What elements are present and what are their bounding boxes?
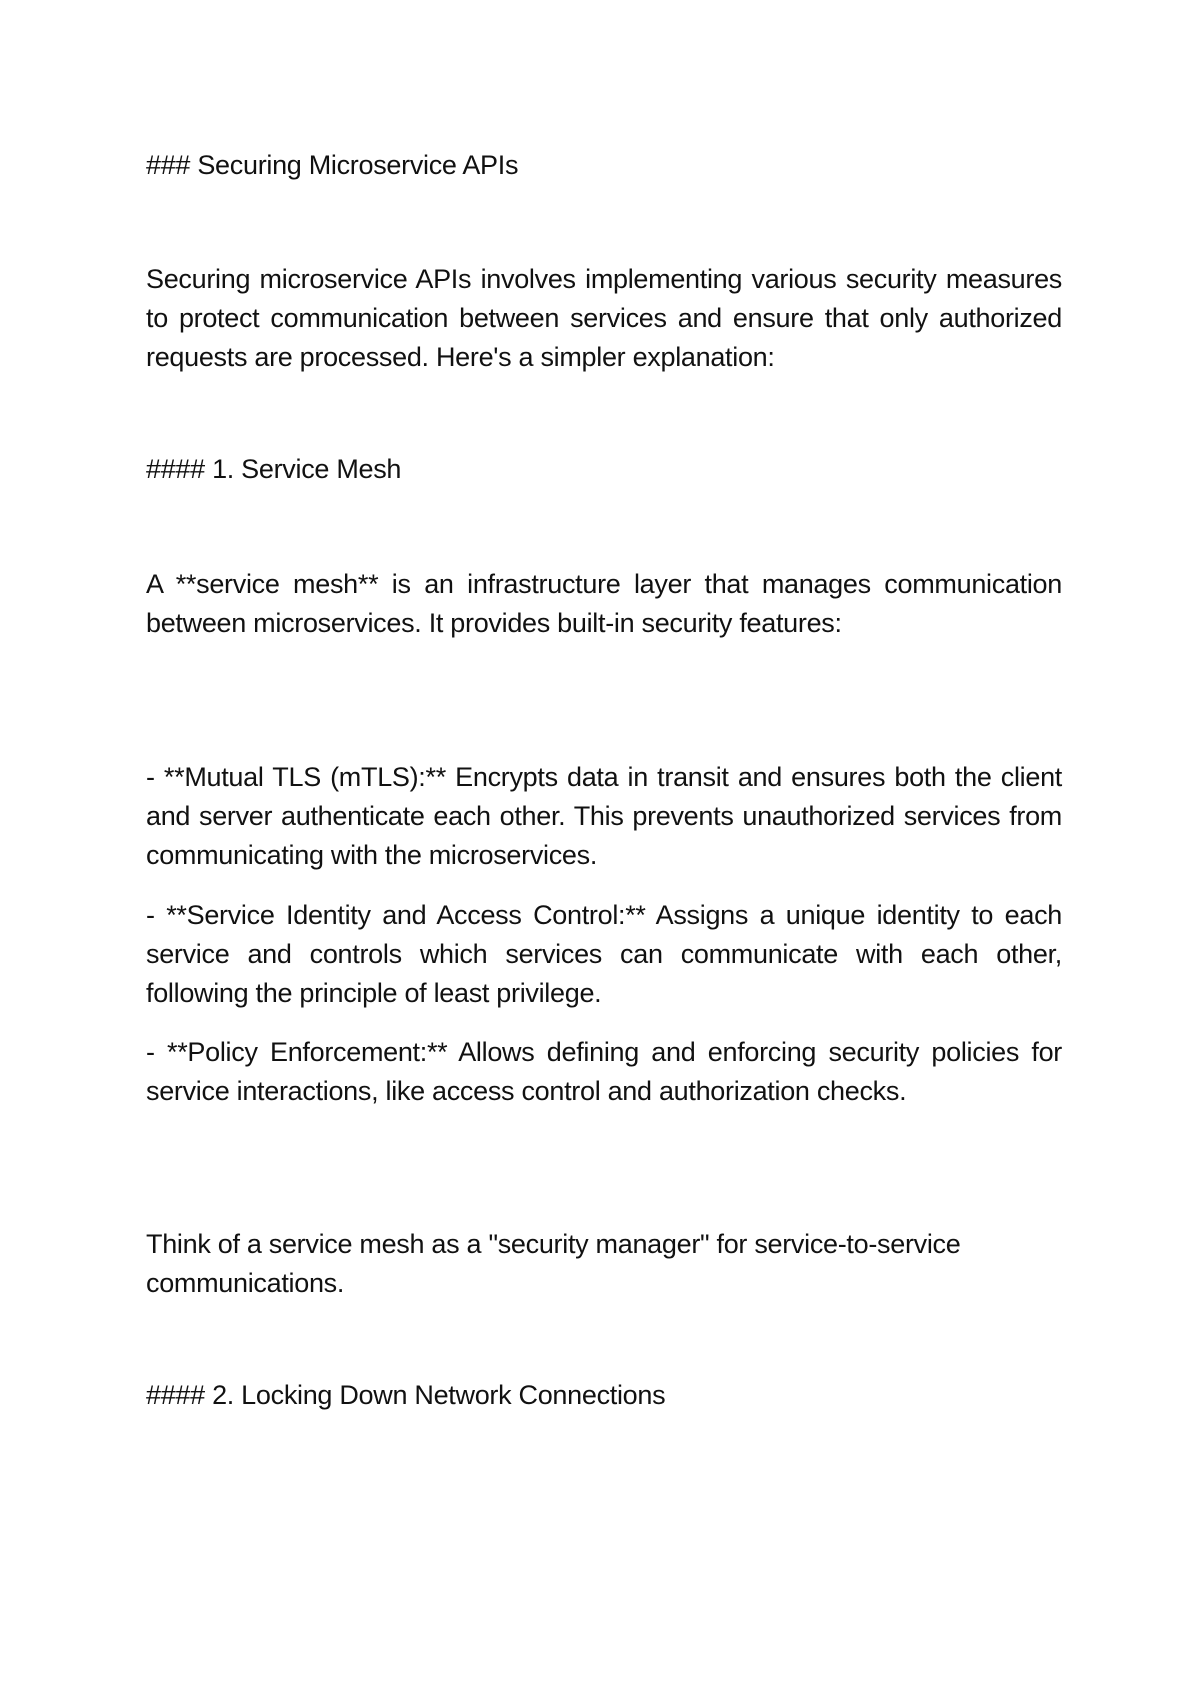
bullet-service-identity: - **Service Identity and Access Control:** Assigns a unique identity to each service and controls which services can communicate with each other, following the principle of least privilege.	[146, 900, 1062, 1008]
page-title: ### Securing Microservice APIs	[146, 150, 519, 180]
bullet-mutual-tls: - **Mutual TLS (mTLS):** Encrypts data in transit and ensures both the client and server authenticate each other. This prevents unauthorized services from communicating with the microservices.	[146, 762, 1062, 870]
bullet-policy-enforcement: - **Policy Enforcement:** Allows defining and enforcing security policies for service interactions, like access control and authorization checks.	[146, 1037, 1062, 1106]
intro-paragraph: Securing microservice APIs involves implementing various security measures to protect communication between services and ensure that only authorized requests are processed. Here's a simpler explanation:	[146, 264, 1062, 372]
service-mesh-paragraph: A **service mesh** is an infrastructure layer that manages communication between microservices. It provides built-in security features:	[146, 569, 1062, 638]
section-heading-service-mesh: #### 1. Service Mesh	[146, 454, 402, 484]
service-mesh-summary: Think of a service mesh as a "security manager" for service-to-service communications.	[146, 1229, 961, 1298]
section-heading-network-connections: #### 2. Locking Down Network Connections	[146, 1380, 666, 1410]
